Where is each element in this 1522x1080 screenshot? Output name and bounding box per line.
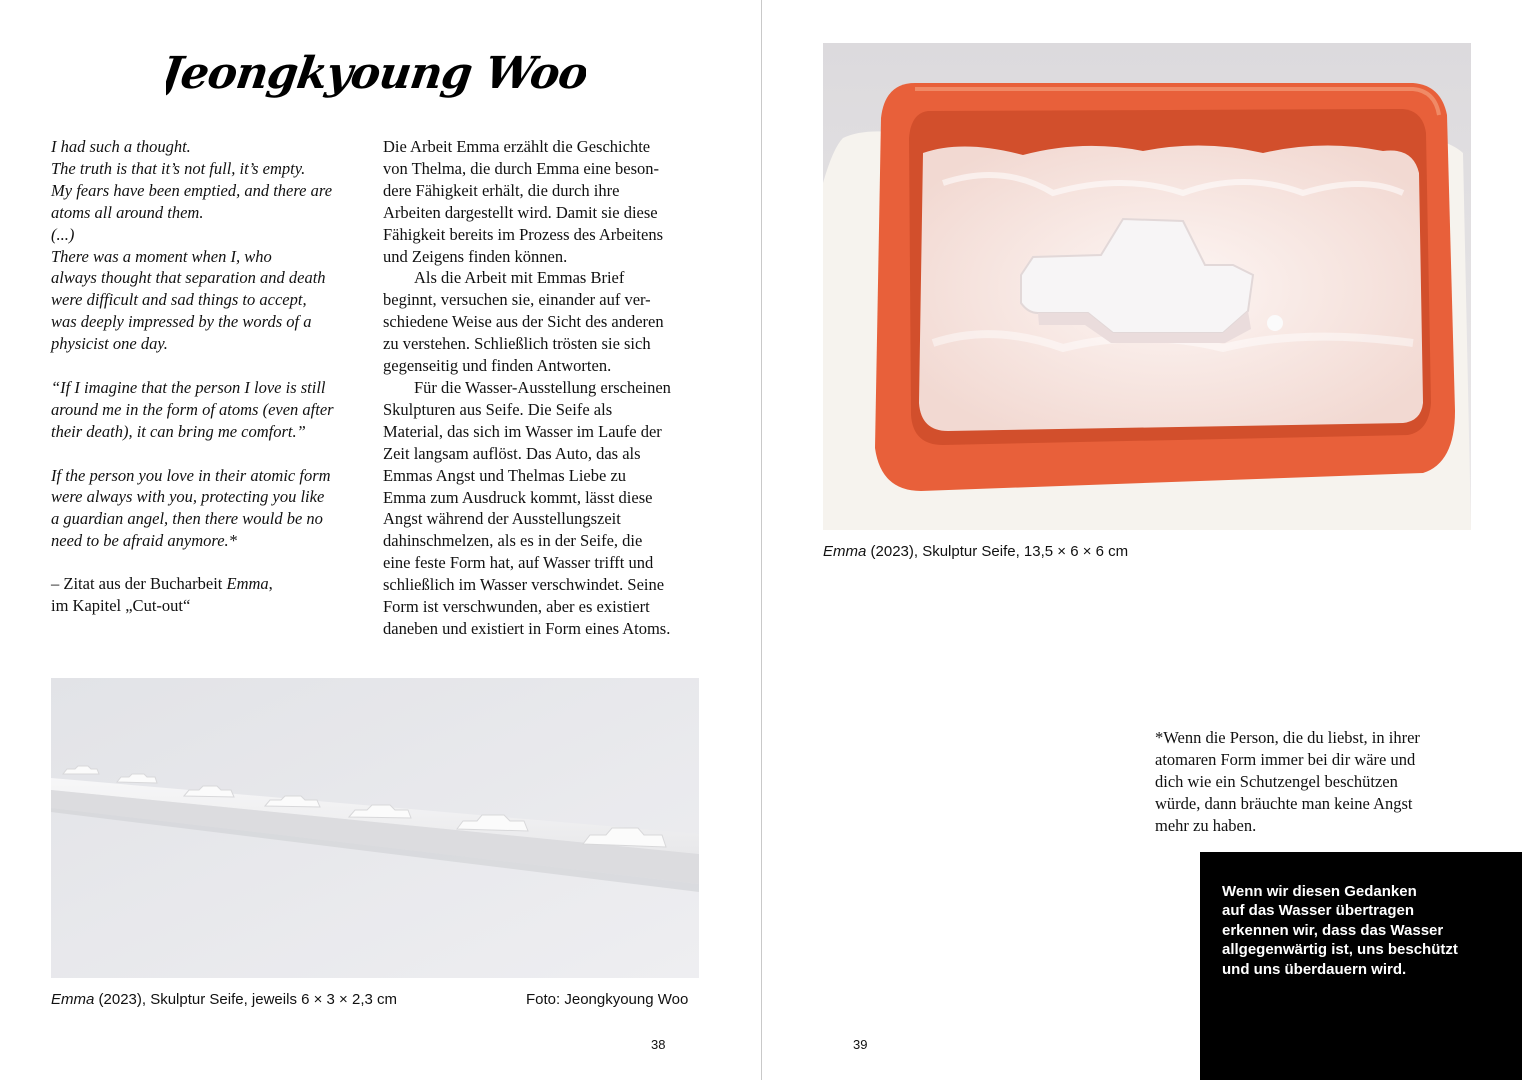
- poem-stanza-3: [51, 465, 371, 553]
- callout-line: auf das Wasser übertragen: [1222, 902, 1415, 920]
- essay-line: Emma zum Ausdruck kommt, lässt diese: [383, 487, 653, 507]
- footnote-line: mehr zu haben.: [1155, 815, 1257, 835]
- essay-line: zu verstehen. Schließlich trösten sie sich: [383, 334, 651, 354]
- caption-details: (2023), Skulptur Seife, jeweils 6 × 3 × 2,3 cm: [94, 991, 397, 1008]
- essay-line: Die Arbeit Emma erzählt die Geschichte: [383, 137, 651, 156]
- essay-paragraph-3: [383, 377, 701, 640]
- essay-line: von Thelma, die durch Emma eine beson-: [383, 158, 659, 178]
- essay-line: Arbeiten dargestellt wird. Damit sie diese: [383, 202, 658, 222]
- caption-left-photo: [51, 991, 397, 1009]
- poem-line: were difficult and sad things to accept,: [51, 290, 307, 310]
- artist-title-lettering: [166, 40, 586, 110]
- quote-source-work: Emma: [226, 574, 269, 593]
- essay-line: dere Fähigkeit erhält, die durch ihre: [383, 180, 620, 200]
- callout-line: allgegenwärtig ist, uns beschützt: [1222, 941, 1458, 959]
- page-number-left: 38: [651, 1037, 666, 1052]
- spread-gutter: [761, 0, 762, 1080]
- poem-line: The truth is that it’s not full, it’s empty.: [51, 158, 306, 178]
- poem-line: “If I imagine that the person I love is still: [51, 377, 326, 397]
- poem-line: If the person you love in their atomic form: [51, 465, 331, 485]
- poem-line: a guardian angel, then there would be no: [51, 509, 323, 529]
- essay-line: eine feste Form hat, auf Wasser trifft und: [383, 553, 654, 573]
- callout-box: [1200, 852, 1522, 1080]
- footnote-line: dich wie ein Schutzengel beschützen: [1155, 771, 1398, 791]
- poem-stanza-2: [51, 377, 371, 443]
- artist-title-text: Jeongkyoung Woo: [166, 47, 586, 99]
- essay-line: gegenseitig und finden Antworten.: [383, 356, 612, 376]
- essay-line: Fähigkeit bereits im Prozess des Arbeitens: [383, 224, 663, 244]
- poem-line: their death), it can bring me comfort.”: [51, 421, 306, 441]
- poem-line: around me in the form of atoms (even after: [51, 399, 334, 419]
- poem-line: (...): [51, 224, 75, 244]
- poem-line: My fears have been emptied, and there are: [51, 180, 333, 200]
- essay-column: [383, 136, 701, 640]
- essay-line: Angst während der Ausstellungszeit: [383, 509, 621, 529]
- photo-credit: Foto: Jeongkyoung Woo: [526, 991, 689, 1008]
- quote-source-line-2: im Kapitel „Cut-out“: [51, 595, 191, 615]
- quote-source: [51, 573, 371, 617]
- poem-line: atoms all around them.: [51, 202, 204, 222]
- caption-details: (2023), Skulptur Seife, 13,5 × 6 × 6 cm: [866, 543, 1129, 560]
- callout-text: [1222, 882, 1502, 979]
- essay-line: Zeit langsam auflöst. Das Auto, das als: [383, 443, 641, 463]
- essay-paragraph-1: [383, 136, 701, 267]
- callout-line: Wenn wir diesen Gedanken: [1222, 883, 1417, 900]
- quote-source-prefix: – Zitat aus der Bucharbeit: [51, 574, 227, 593]
- essay-line: dahinschmelzen, als es in der Seife, die: [383, 531, 643, 551]
- callout-line: und uns überdauern wird.: [1222, 960, 1407, 978]
- poem-column: [51, 136, 371, 552]
- essay-line: Emmas Angst und Thelmas Liebe zu: [383, 465, 627, 485]
- poem-stanza-1: [51, 136, 371, 355]
- footnote-line: würde, dann bräuchte man keine Angst: [1155, 793, 1413, 813]
- essay-line: beginnt, versuchen sie, einander auf ver-: [383, 290, 651, 310]
- essay-paragraph-2: [383, 267, 701, 377]
- footnote-line: *Wenn die Person, die du liebst, in ihrer: [1155, 728, 1420, 747]
- essay-line: Als die Arbeit mit Emmas Brief: [414, 268, 625, 288]
- essay-line: Form ist verschwunden, aber es existiert: [383, 597, 650, 617]
- callout-line: erkennen wir, dass das Wasser: [1222, 921, 1444, 939]
- poem-line: always thought that separation and death: [51, 268, 326, 288]
- quote-source-line-1: [51, 573, 371, 595]
- poem-line: were always with you, protecting you like: [51, 487, 325, 507]
- artist-title: [166, 40, 586, 110]
- poem-line: need to be afraid anymore.*: [51, 531, 237, 551]
- poem-line: was deeply impressed by the words of a: [51, 312, 312, 332]
- essay-line: Für die Wasser-Ausstellung erscheinen: [414, 377, 671, 397]
- footnote-line: atomaren Form immer bei dir wäre und: [1155, 749, 1416, 769]
- essay-line: daneben und existiert in Form eines Atoms.: [383, 618, 671, 638]
- footnote: [1155, 727, 1465, 837]
- poem-line: There was a moment when I, who: [51, 246, 272, 266]
- photo-soap-cars-shelf: [51, 678, 699, 978]
- page-number-right: 39: [853, 1037, 868, 1052]
- essay-line: und Zeigens finden können.: [383, 246, 568, 266]
- essay-line: Material, das sich im Wasser im Laufe der: [383, 421, 662, 441]
- caption-right-photo: [823, 543, 1128, 561]
- photo-soap-car-tray: [823, 43, 1471, 530]
- poem-line: physicist one day.: [51, 334, 168, 354]
- essay-line: schließlich im Wasser verschwindet. Seine: [383, 575, 665, 595]
- caption-work-title: Emma: [823, 543, 867, 560]
- essay-line: Skulpturen aus Seife. Die Seife als: [383, 399, 613, 419]
- caption-work-title: Emma: [51, 991, 95, 1008]
- quote-source-suffix: ,: [268, 574, 273, 593]
- essay-line: schiedene Weise aus der Sicht des anderen: [383, 312, 664, 332]
- poem-line: I had such a thought.: [51, 137, 191, 156]
